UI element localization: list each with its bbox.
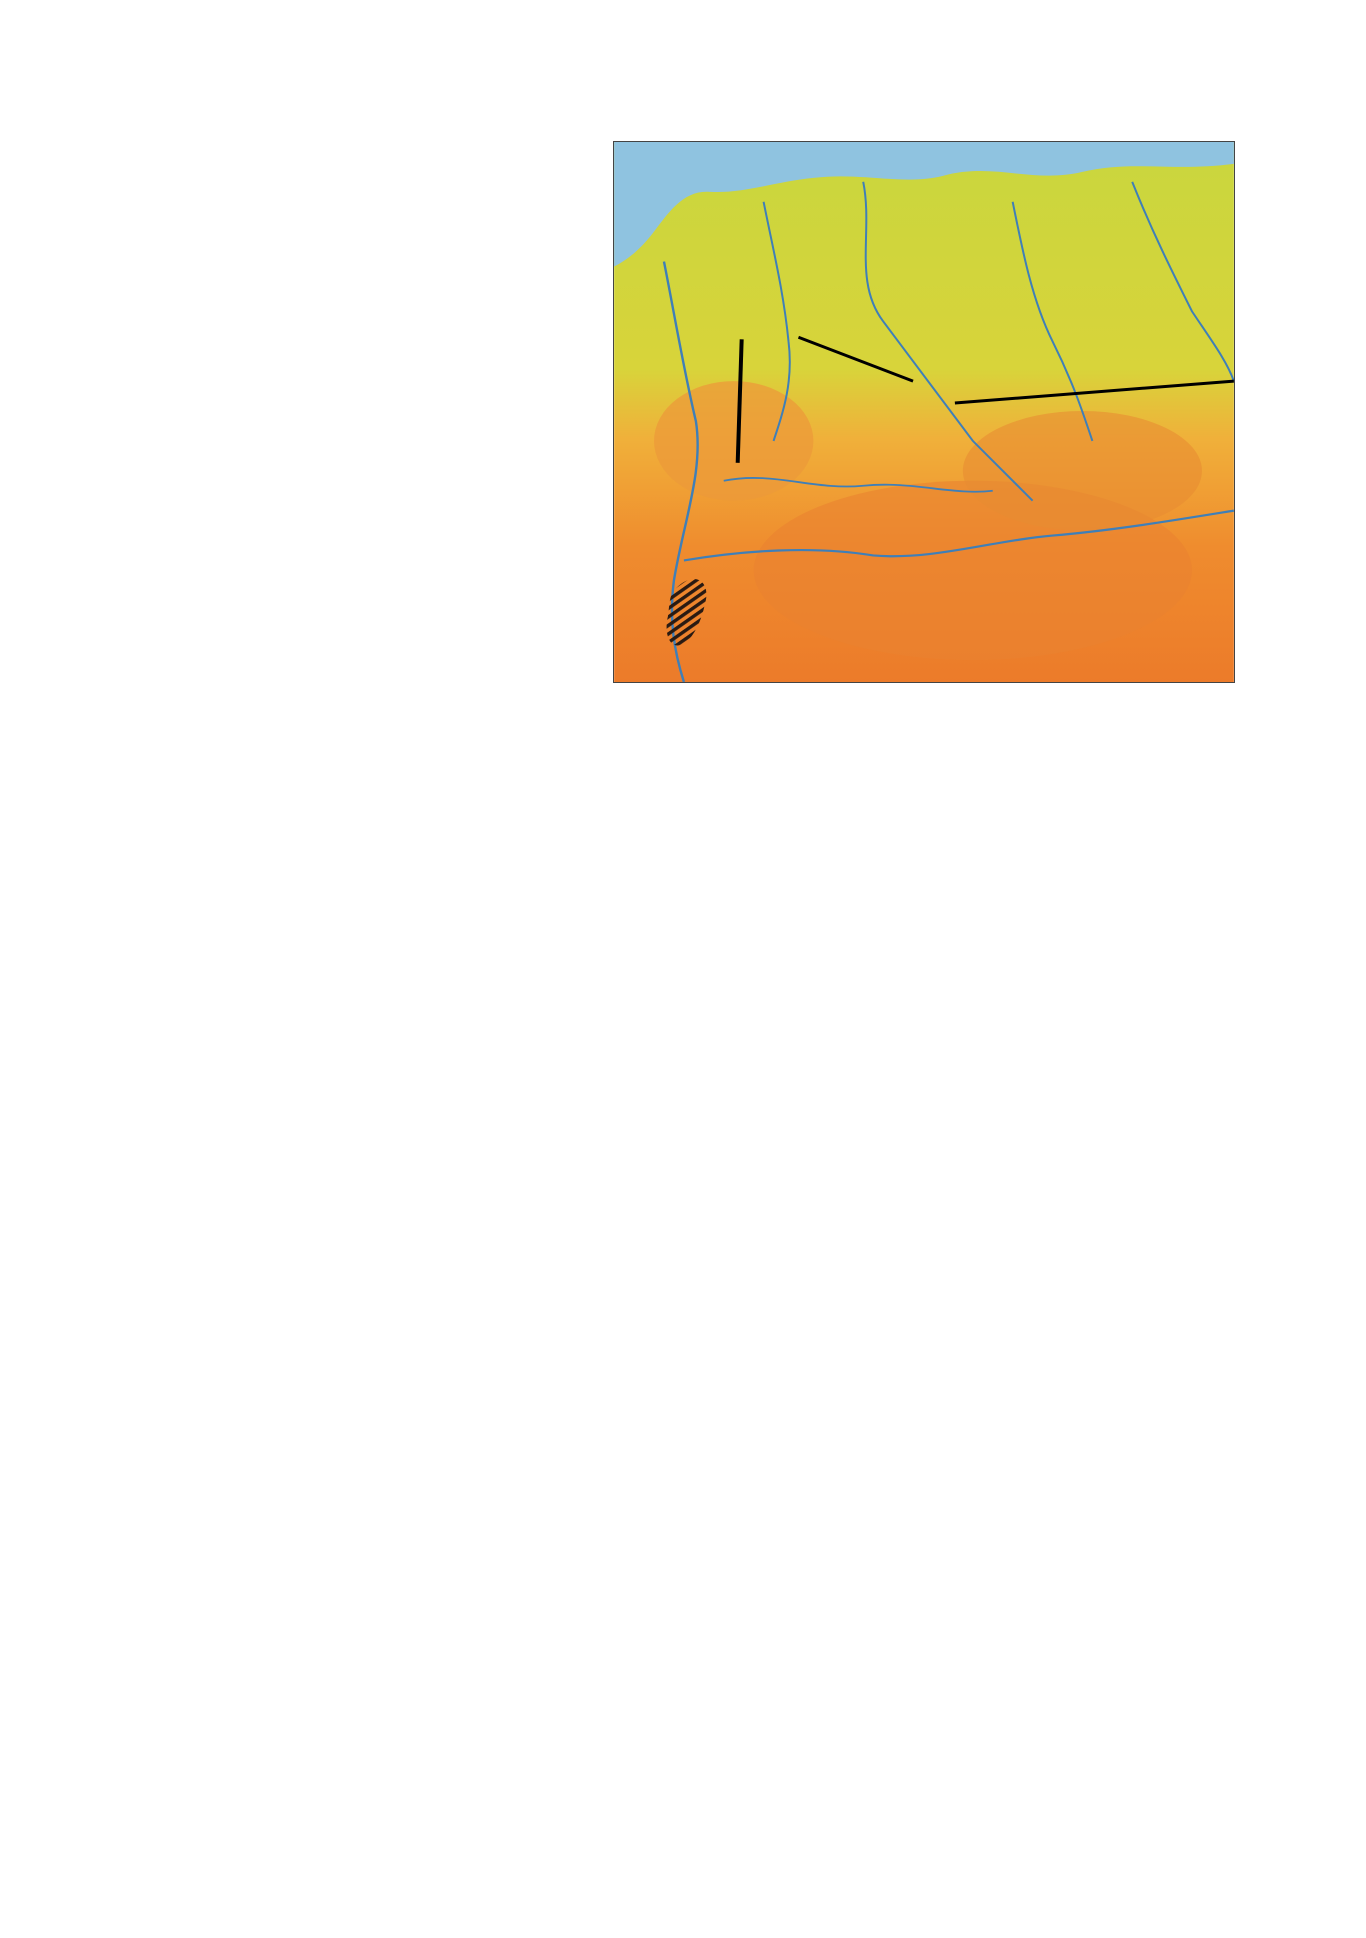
map-figure	[613, 141, 1235, 695]
map-image	[613, 141, 1235, 683]
document-page	[107, 112, 1235, 701]
bohemian-highland-area	[963, 411, 1202, 531]
highland-area	[654, 381, 813, 501]
